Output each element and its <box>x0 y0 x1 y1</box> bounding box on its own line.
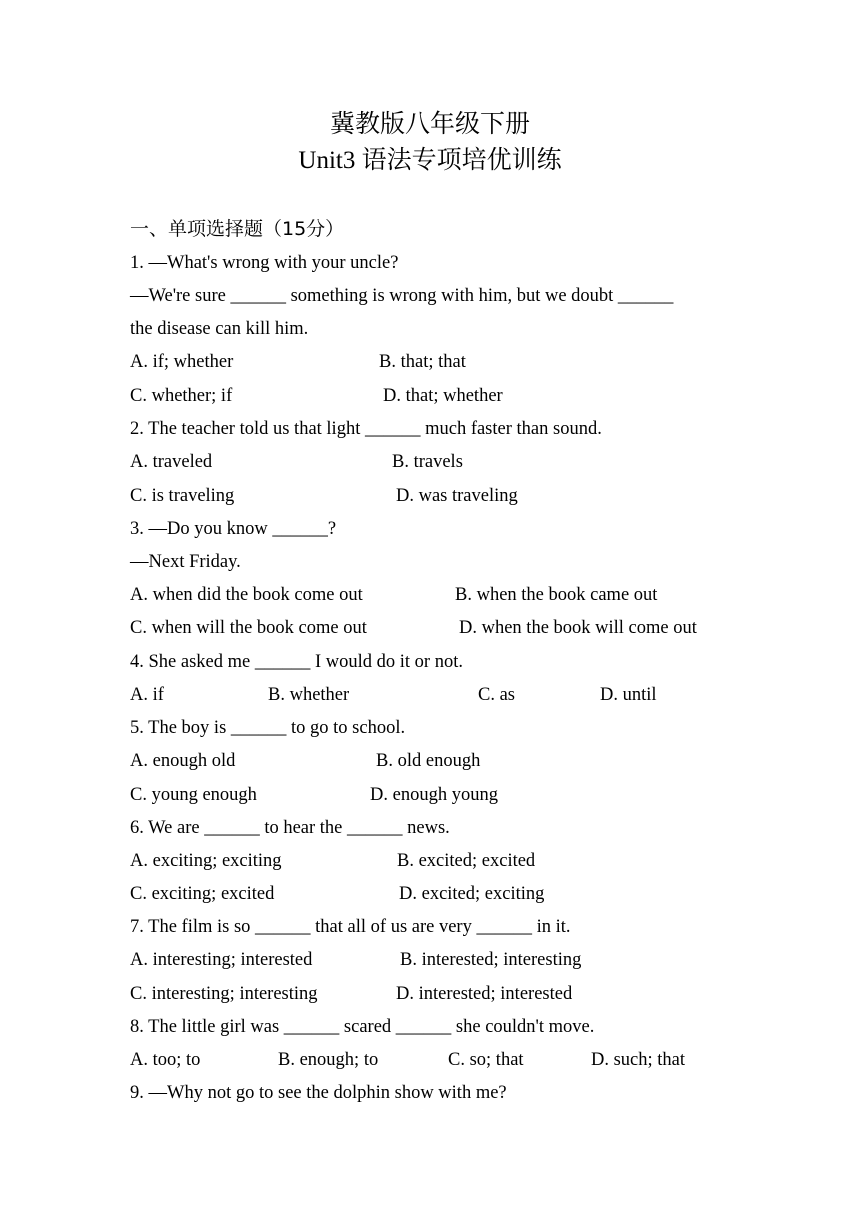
question-text: —Next Friday. <box>130 552 241 572</box>
question-text: 2. The teacher told us that light ______ much faster than sound. <box>130 419 602 439</box>
option-a: A. enough old <box>130 751 236 771</box>
option-b: B. travels <box>392 452 463 472</box>
option-a: A. if <box>130 685 164 705</box>
option-b: B. when the book came out <box>455 585 658 605</box>
question-text: —We're sure ______ something is wrong with him, but we doubt ______ <box>130 286 674 306</box>
document-title: 冀教版八年级下册 <box>329 111 530 138</box>
option-c: C. is traveling <box>130 486 235 506</box>
option-c: C. when will the book come out <box>130 618 367 638</box>
option-d: D. that; whether <box>383 386 503 406</box>
option-d: D. excited; exciting <box>399 884 545 904</box>
option-a: A. traveled <box>130 452 213 472</box>
option-c: C. so; that <box>448 1050 524 1070</box>
option-b: B. whether <box>268 685 350 705</box>
option-a: A. if; whether <box>130 352 234 372</box>
question-text: 6. We are ______ to hear the ______ news. <box>130 818 450 838</box>
option-a: A. interesting; interested <box>130 950 313 970</box>
option-c: C. young enough <box>130 785 257 805</box>
option-d: D. such; that <box>591 1050 686 1070</box>
option-b: B. that; that <box>379 352 466 372</box>
question-text: 1. —What's wrong with your uncle? <box>130 253 399 273</box>
option-a: A. exciting; exciting <box>130 851 282 871</box>
question-text: 5. The boy is ______ to go to school. <box>130 718 406 738</box>
option-a: A. too; to <box>130 1050 201 1070</box>
section-heading: 一、单项选择题（15分） <box>130 218 345 240</box>
question-text: 8. The little girl was ______ scared ______ she couldn't move. <box>130 1017 595 1037</box>
question-text: 3. —Do you know ______? <box>130 519 337 539</box>
option-b: B. excited; excited <box>397 851 536 871</box>
question-text: 7. The film is so ______ that all of us are very ______ in it. <box>130 917 571 937</box>
option-c: C. interesting; interesting <box>130 984 318 1004</box>
option-c: C. as <box>478 685 515 705</box>
document-subtitle: Unit3 语法专项培优训练 <box>298 147 562 174</box>
option-c: C. whether; if <box>130 386 233 406</box>
option-d: D. was traveling <box>396 486 518 506</box>
option-d: D. enough young <box>370 785 498 805</box>
option-b: B. interested; interesting <box>400 950 582 970</box>
option-d: D. when the book will come out <box>459 618 697 638</box>
option-c: C. exciting; excited <box>130 884 275 904</box>
option-b: B. enough; to <box>278 1050 379 1070</box>
option-b: B. old enough <box>376 751 481 771</box>
question-text: 4. She asked me ______ I would do it or not. <box>130 652 463 672</box>
option-d: D. until <box>600 685 657 705</box>
option-a: A. when did the book come out <box>130 585 363 605</box>
question-text: the disease can kill him. <box>130 319 309 339</box>
option-d: D. interested; interested <box>396 984 573 1004</box>
question-text: 9. —Why not go to see the dolphin show with me? <box>130 1083 507 1103</box>
